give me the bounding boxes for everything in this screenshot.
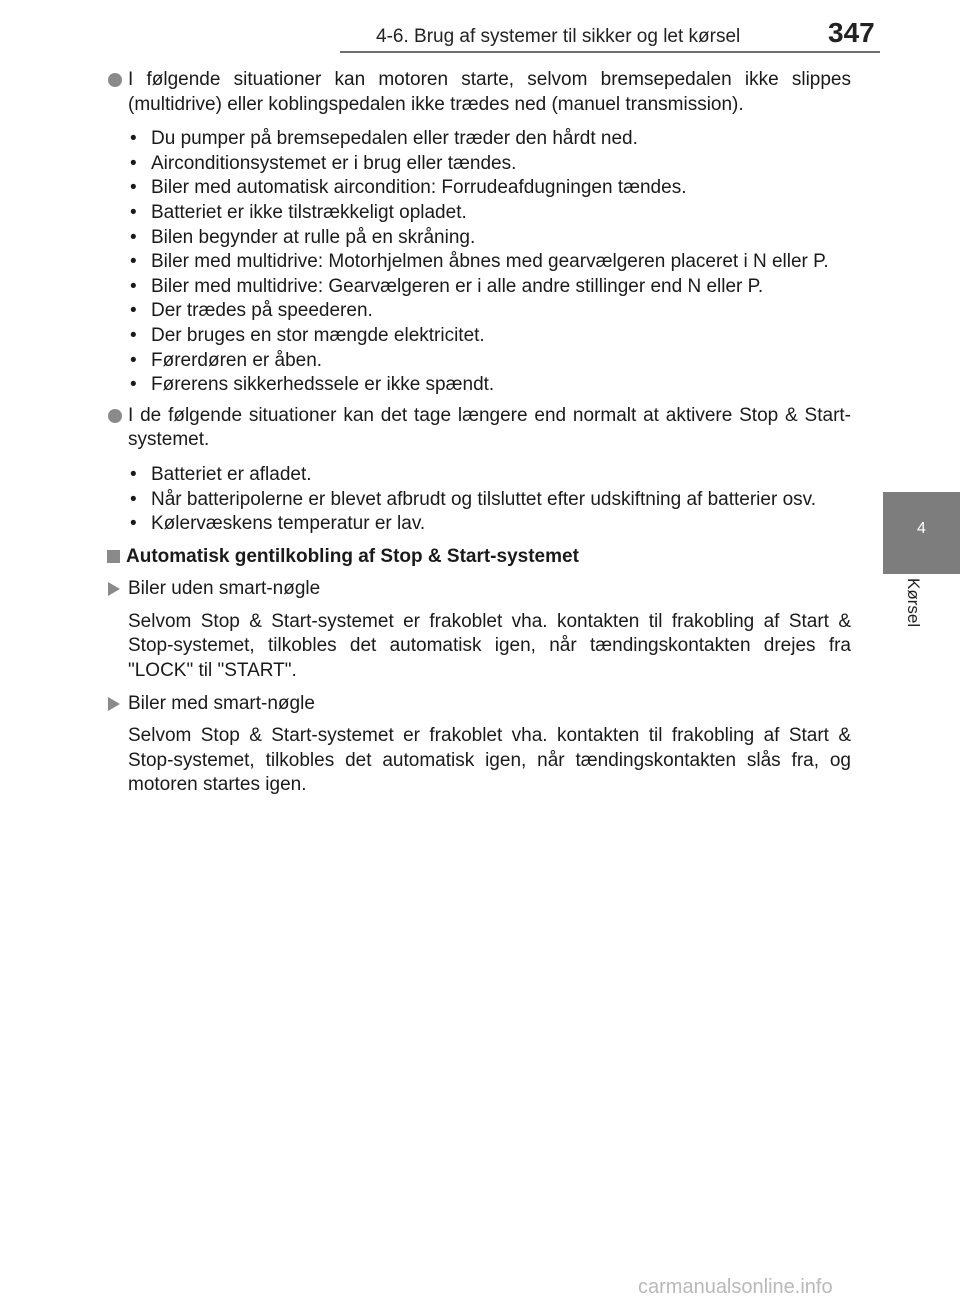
section-heading-text: Automatisk gentilkobling af Stop & Start-systemet [126, 545, 579, 567]
list-item-text: Airconditionsystemet er i brug eller tændes. [151, 152, 517, 174]
arrow-right-icon [108, 582, 120, 596]
bullet-icon: • [130, 324, 137, 346]
chapter-number: 4 [917, 520, 926, 537]
list-item-text: Biler med multidrive: Gearvælgeren er i alle andre stillinger end N eller P. [151, 275, 764, 297]
list-item-text: Du pumper på bremsepedalen eller træder den hårdt ned. [151, 128, 638, 150]
subsection-title: Biler med smart-nøgle [128, 692, 315, 714]
page-header [0, 0, 960, 54]
chapter-label: Kørsel [904, 578, 923, 628]
lead-text: I de følgende situationer kan det tage længere end normalt at aktivere Stop & Start-systemet. [128, 404, 851, 451]
list-item [129, 299, 851, 324]
list-item [129, 324, 851, 349]
list-item [129, 226, 851, 251]
list-item [129, 250, 851, 275]
bullet-icon: • [130, 201, 137, 223]
list-item [129, 512, 851, 537]
section-lead-delayed-activation [105, 404, 851, 453]
bullet-icon: • [130, 513, 137, 535]
subsection-body: Selvom Stop & Start-systemet er frakoblet vha. kontakten til frakobling af Start & Stop-systemet, tilkobles det automatisk igen, når tændingskontakten drejes fra "LOCK" til "START". [128, 610, 851, 682]
list-item-text: Batteriet er ikke tilstrækkeligt opladet. [151, 201, 467, 223]
bullet-icon: • [130, 463, 137, 485]
header-divider [340, 51, 880, 53]
list-item-text: Biler med multidrive: Motorhjelmen åbnes med gearvælgeren placeret i N eller P. [151, 251, 829, 273]
list-item [129, 127, 851, 152]
subsection-body: Selvom Stop & Start-systemet er frakoblet vha. kontakten til frakobling af Start & Stop-systemet, tilkobles det automatisk igen, når tændingskontakten slås fra, og motoren startes igen. [128, 725, 851, 796]
list-item-text: Bilen begynder at rulle på en skråning. [151, 226, 476, 248]
header-title: 4-6. Brug af systemer til sikker og let kørsel [376, 26, 741, 47]
list-item-text: Kølervæskens temperatur er lav. [151, 513, 426, 535]
bullet-icon: • [130, 128, 137, 150]
watermark-text: carmanualsonline.info [638, 1276, 833, 1298]
bullet-icon: • [130, 226, 137, 248]
chapter-label-wrapper [893, 578, 953, 648]
circle-bullet-icon [108, 73, 122, 87]
subsection-title: Biler uden smart-nøgle [128, 578, 321, 600]
list-item [129, 463, 851, 488]
chapter-tab [883, 492, 960, 574]
list-item-text: Førerens sikkerhedssele er ikke spændt. [151, 374, 495, 396]
bullet-icon: • [130, 374, 137, 396]
lead-text: I følgende situationer kan motoren starte, selvom bremsepedalen ikke slippes (multidrive) eller koblingspedalen ikke trædes ned (manuel transmission). [128, 69, 851, 115]
subsection-smart-key [105, 692, 851, 717]
circle-bullet-icon [108, 409, 122, 423]
subsection-no-smart-key [105, 577, 851, 602]
bullet-icon: • [130, 349, 137, 371]
bullet-icon: • [130, 275, 137, 297]
list-item-text: Biler med automatisk aircondition: Forrudeafdugningen tændes. [151, 177, 687, 199]
list-item [129, 176, 851, 201]
bullet-icon: • [130, 300, 137, 322]
section-heading [105, 545, 851, 570]
list-item-text: Når batteripolerne er blevet afbrudt og tilsluttet efter udskiftning af batterier osv. [151, 488, 816, 510]
list-item [129, 349, 851, 374]
list-item-text: Der trædes på speederen. [151, 300, 373, 322]
bullet-icon: • [130, 177, 137, 199]
page-content [105, 68, 851, 798]
bullet-icon: • [130, 152, 137, 174]
section-lead-engine-start [105, 68, 851, 117]
list-item [129, 373, 851, 398]
list-item-text: Førerdøren er åben. [151, 349, 323, 371]
page-number: 347 [828, 17, 875, 48]
square-bullet-icon [107, 550, 120, 563]
engine-start-conditions-list [129, 127, 851, 398]
list-item-text: Der bruges en stor mængde elektricitet. [151, 324, 485, 346]
list-item [129, 275, 851, 300]
list-item [129, 152, 851, 177]
arrow-right-icon [108, 697, 120, 711]
bullet-icon: • [130, 251, 137, 273]
list-item [129, 488, 851, 513]
list-item-text: Batteriet er afladet. [151, 463, 312, 485]
delayed-activation-conditions-list [129, 463, 851, 537]
list-item [129, 201, 851, 226]
bullet-icon: • [130, 488, 137, 510]
